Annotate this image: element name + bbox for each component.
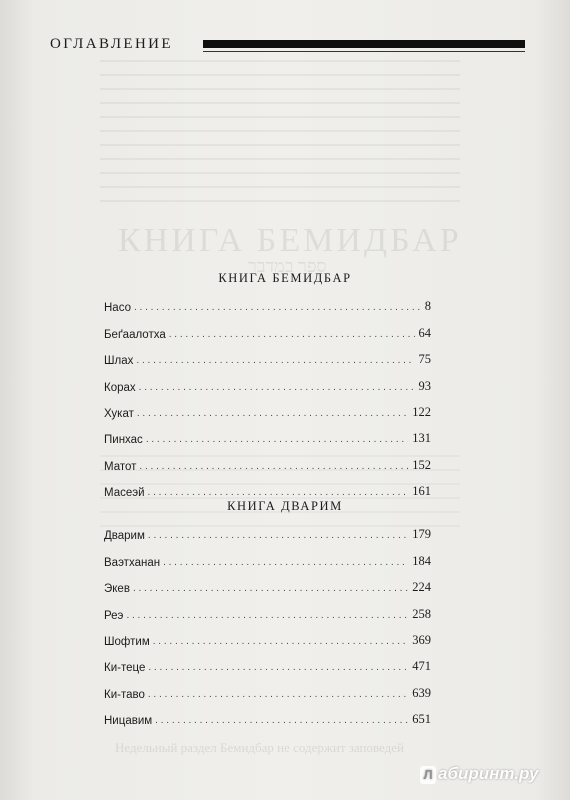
toc-entry-page: 93 xyxy=(418,378,431,393)
dot-leader xyxy=(146,434,408,445)
toc-entry-page: 161 xyxy=(412,484,431,499)
toc-entry-name: Ваэтханан xyxy=(104,556,161,569)
toc-entry-page: 258 xyxy=(412,606,431,621)
toc-entry-name: Реэ xyxy=(104,609,124,622)
dot-leader xyxy=(148,662,408,673)
toc-entry xyxy=(104,622,431,648)
toc-entry xyxy=(104,367,431,393)
toc-entry-page: 131 xyxy=(412,431,431,446)
toc-entry-page: 651 xyxy=(412,712,431,727)
toc-entry-name: Экев xyxy=(104,583,130,596)
watermark-badge: Л xyxy=(420,766,436,784)
dot-leader xyxy=(139,382,415,393)
toc-entry-page: 369 xyxy=(412,632,431,647)
show-through-hebrew: ספר במדבר xyxy=(248,256,327,276)
toc-entry-name: Ки-таво xyxy=(104,688,145,701)
toc-entry xyxy=(104,516,431,542)
dot-leader xyxy=(163,557,408,568)
header-rule-thick xyxy=(203,40,525,48)
toc-entry xyxy=(104,595,431,621)
toc-entry xyxy=(104,394,431,420)
toc-entry-name: Хукат xyxy=(104,407,134,420)
toc-entry-name: Ницавим xyxy=(104,715,153,728)
toc-entry-name: Ки-теце xyxy=(104,662,146,675)
show-through-text xyxy=(100,60,460,210)
toc-entry-page: 8 xyxy=(424,299,431,314)
toc-entry-name: Дварим xyxy=(104,530,145,543)
toc-entry-page: 179 xyxy=(412,527,431,542)
toc-entry-name: Беґаалотха xyxy=(104,328,166,341)
toc-entry xyxy=(104,420,431,446)
dot-leader xyxy=(153,636,409,647)
toc-entry-page: 184 xyxy=(412,553,431,568)
dot-leader xyxy=(126,610,408,621)
toc-entry-page: 122 xyxy=(412,404,431,419)
toc-entry xyxy=(104,341,431,367)
dot-leader xyxy=(139,461,408,472)
toc-entry-page: 152 xyxy=(412,457,431,472)
watermark-logo xyxy=(420,764,538,784)
toc-entry xyxy=(104,446,431,472)
show-through-title: КНИГА БЕМИДБАР xyxy=(118,222,462,259)
toc-entry xyxy=(104,314,431,340)
toc-entry-page: 75 xyxy=(418,352,431,367)
toc-entry-name: Пинхас xyxy=(104,434,143,447)
toc-entry-name: Масеэй xyxy=(104,487,145,500)
toc-entry xyxy=(104,701,431,727)
dot-leader xyxy=(155,715,408,726)
toc-entry xyxy=(104,473,431,499)
dot-leader xyxy=(134,302,421,313)
section-title-bemidbar: КНИГА БЕМИДБАР xyxy=(218,271,352,285)
dot-leader xyxy=(136,355,414,366)
toc-entry-page: 224 xyxy=(412,580,431,595)
toc-entry-name: Корах xyxy=(104,381,136,394)
header-rule-thin xyxy=(203,51,525,52)
dot-leader xyxy=(148,487,409,498)
toc-entry-name: Матот xyxy=(104,460,137,473)
toc-entry xyxy=(104,288,431,314)
dot-leader xyxy=(148,530,408,541)
toc-entry xyxy=(104,648,431,674)
toc-entry-name: Шлах xyxy=(104,355,134,368)
dot-leader xyxy=(133,583,408,594)
toc-entry-name: Насо xyxy=(104,302,131,315)
toc-list-dvarim xyxy=(104,516,431,727)
toc-entry xyxy=(104,674,431,700)
dot-leader xyxy=(148,689,408,700)
dot-leader xyxy=(169,329,415,340)
toc-entry xyxy=(104,569,431,595)
page-title: ОГЛАВЛЕНИЕ xyxy=(50,36,173,52)
section-title-dvarim: КНИГА ДВАРИМ xyxy=(227,499,343,513)
show-through-footer: Недельный раздел Бемидбар не содержит заповедей xyxy=(115,740,404,755)
toc-entry-page: 639 xyxy=(412,685,431,700)
toc-entry xyxy=(104,542,431,568)
dot-leader xyxy=(137,408,408,419)
toc-entry-page: 471 xyxy=(412,659,431,674)
toc-list-bemidbar xyxy=(104,288,431,499)
watermark-text: абиринт.ру xyxy=(438,764,539,783)
toc-entry-page: 64 xyxy=(418,325,431,340)
toc-entry-name: Шофтим xyxy=(104,635,150,648)
